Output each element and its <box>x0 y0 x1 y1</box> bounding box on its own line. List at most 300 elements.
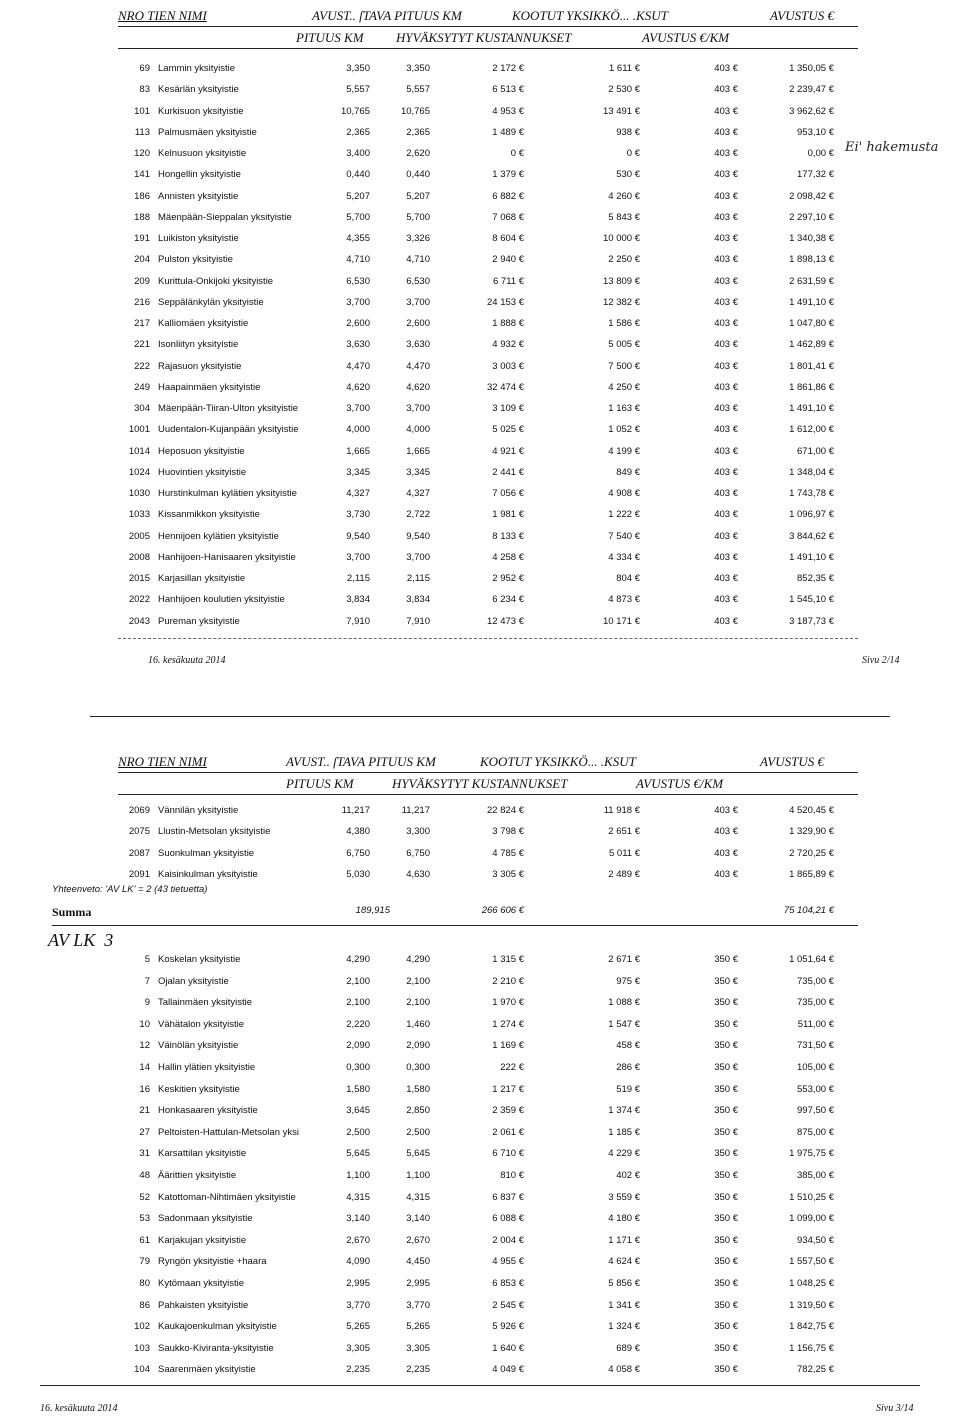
cell-per-km: 403 € <box>714 381 738 393</box>
cell-avustus: 3 962,62 € <box>789 105 834 117</box>
cell-kootut: 32 474 € <box>487 381 524 393</box>
cell-avustus: 1 329,90 € <box>789 826 834 838</box>
cell-avustus: 1 491,10 € <box>789 551 834 563</box>
cell-hyv: 1 324 € <box>608 1321 640 1333</box>
table-row <box>0 1213 960 1229</box>
cell-avust: 1,100 <box>406 1170 430 1181</box>
cell-per-km: 350 € <box>714 1170 738 1181</box>
cell-pituus: 4,470 <box>346 360 370 372</box>
cell-kootut: 1 640 € <box>492 1342 524 1354</box>
cell-avust: 6,750 <box>406 847 430 859</box>
cell-name: Kurkisuon yksityistie <box>158 105 244 117</box>
cell-avustus: 1 865,89 € <box>789 868 834 880</box>
cell-hyv: 1 547 € <box>608 1018 640 1030</box>
cell-avust: 3,345 <box>406 466 430 478</box>
cell-avust: 4,630 <box>406 868 430 880</box>
cell-avustus: 1 545,10 € <box>789 594 834 606</box>
cell-pituus: 5,207 <box>346 190 370 202</box>
cell-avustus: 1 048,25 € <box>789 1278 834 1289</box>
cell-name: Hallin ylätien yksityistie <box>158 1062 256 1073</box>
cell-pituus: 2,235 <box>346 1364 370 1376</box>
cell-name: Pahkaisten yksityistie <box>158 1299 249 1311</box>
table-row <box>0 1278 960 1294</box>
cell-avust: 2,235 <box>406 1364 430 1376</box>
cell-avustus: 1 096,97 € <box>789 509 834 521</box>
cell-avustus: 385,00 € <box>797 1170 834 1181</box>
header-nro-tien-nimi: NRO TIEN NIMI <box>118 8 207 23</box>
cell-name: Kurittula-Onkijoki yksityistie <box>158 275 274 287</box>
cell-name: Saukko-Kiviranta-yksityistie <box>158 1342 274 1354</box>
cell-per-km: 350 € <box>714 1234 738 1246</box>
cell-name: Kissanmikkon yksityistie <box>158 509 260 521</box>
cell-kootut: 3 109 € <box>492 403 524 414</box>
cell-avustus: 2 098,42 € <box>789 190 834 202</box>
table-row <box>0 1127 960 1143</box>
cell-pituus: 3,700 <box>346 403 370 414</box>
cell-pituus: 4,355 <box>346 233 370 244</box>
table-row <box>0 1300 960 1316</box>
cell-hyv: 458 € <box>616 1040 640 1052</box>
cell-avust: 9,540 <box>406 530 430 542</box>
cell-per-km: 403 € <box>714 424 738 436</box>
table-row <box>0 1062 960 1078</box>
cell-per-km: 403 € <box>714 615 738 627</box>
summary-note: Yhteenveto: 'AV LK' = 2 (43 tietuetta) <box>52 884 208 895</box>
cell-avustus: 1 340,38 € <box>789 233 834 244</box>
cell-nro: 61 <box>139 1234 150 1246</box>
cell-name: Keskitien yksityistie <box>158 1083 240 1095</box>
cell-name: Suonkulman yksityistie <box>158 847 255 859</box>
cell-nro: 53 <box>139 1213 150 1225</box>
table-row <box>0 233 960 249</box>
cell-name: Hanhijoen koulutien yksityistie <box>158 594 285 606</box>
cell-hyv: 519 € <box>616 1083 640 1095</box>
cell-nro: 102 <box>134 1321 150 1333</box>
cell-kootut: 2 441 € <box>492 466 524 478</box>
cell-hyv: 938 € <box>616 126 640 138</box>
table-row <box>0 1364 960 1380</box>
cell-pituus: 6,750 <box>346 847 370 859</box>
cell-avustus: 2 720,25 € <box>789 847 834 859</box>
cell-pituus: 4,000 <box>346 424 370 436</box>
cell-per-km: 403 € <box>714 296 738 308</box>
cell-avustus: 1 801,41 € <box>789 360 834 372</box>
cell-hyv: 1 611 € <box>609 63 640 74</box>
cell-hyv: 1 374 € <box>608 1105 640 1117</box>
cell-hyv: 1 163 € <box>608 403 640 414</box>
table-row <box>0 1256 960 1272</box>
footer-page: Sivu 2/14 <box>862 655 900 666</box>
cell-avust: 4,290 <box>406 954 430 965</box>
cell-hyv: 10 000 € <box>603 233 640 244</box>
cell-pituus: 3,770 <box>346 1299 370 1311</box>
table-row <box>0 63 960 79</box>
cell-pituus: 1,580 <box>346 1083 370 1095</box>
cell-avust: 0,300 <box>406 1062 430 1073</box>
cell-pituus: 2,995 <box>346 1278 370 1289</box>
cell-name: Kalliomäen yksityistie <box>158 318 249 329</box>
cell-kootut: 12 473 € <box>487 615 524 627</box>
cell-nro: 104 <box>134 1364 150 1376</box>
cell-nro: 79 <box>139 1256 150 1268</box>
cell-pituus: 6,530 <box>346 275 370 287</box>
cell-avust: 2,365 <box>406 126 430 138</box>
cell-avust: 5,207 <box>406 190 430 202</box>
cell-avust: 2,100 <box>406 997 430 1009</box>
cell-hyv: 4 334 € <box>608 551 640 563</box>
cell-avustus: 1 350,05 € <box>789 63 834 74</box>
cell-kootut: 2 004 € <box>492 1234 524 1246</box>
table-row <box>0 848 960 864</box>
cell-kootut: 1 379 € <box>492 169 524 181</box>
cell-avust: 4,620 <box>406 381 430 393</box>
cell-hyv: 4 229 € <box>608 1148 640 1160</box>
cell-pituus: 1,665 <box>346 445 370 457</box>
cell-nro: 52 <box>139 1191 150 1203</box>
cell-nro: 1030 <box>128 488 150 499</box>
cell-hyv: 530 € <box>616 169 640 181</box>
cell-avust: 3,140 <box>406 1213 430 1225</box>
cell-avustus: 3 844,62 € <box>789 530 834 542</box>
cell-name: Rajasuon yksityistie <box>158 360 242 372</box>
cell-kootut: 8 133 € <box>492 530 524 542</box>
cell-per-km: 403 € <box>714 805 738 816</box>
cell-per-km: 403 € <box>714 509 738 521</box>
cell-pituus: 3,834 <box>346 594 370 606</box>
cell-avustus: 1 348,04 € <box>789 466 834 478</box>
cell-avustus: 1 099,00 € <box>789 1213 834 1225</box>
cell-kootut: 3 798 € <box>492 826 524 838</box>
cell-pituus: 4,327 <box>346 488 370 499</box>
cell-name: Vähätalon yksityistie <box>158 1018 245 1030</box>
cell-avustus: 1 047,80 € <box>789 318 834 329</box>
cell-nro: 101 <box>134 105 150 117</box>
cell-hyv: 4 873 € <box>608 594 640 606</box>
cell-kootut: 8 604 € <box>492 233 524 244</box>
cell-avustus: 934,50 € <box>797 1234 834 1246</box>
cell-nro: 21 <box>139 1105 150 1117</box>
cell-kootut: 2 359 € <box>492 1105 524 1117</box>
cell-nro: 2069 <box>128 805 150 816</box>
cell-nro: 86 <box>139 1299 150 1311</box>
cell-avust: 3,770 <box>406 1299 430 1311</box>
cell-name: Huovintien yksityistie <box>158 466 247 478</box>
cell-per-km: 350 € <box>714 997 738 1009</box>
cell-avustus: 1 462,89 € <box>789 339 834 351</box>
cell-per-km: 350 € <box>714 1321 738 1333</box>
cell-kootut: 1 489 € <box>492 126 524 138</box>
cell-per-km: 350 € <box>714 975 738 987</box>
cell-nro: 249 <box>134 381 150 393</box>
cell-per-km: 403 € <box>714 445 738 457</box>
footer-page: Sivu 3/14 <box>876 1403 914 1414</box>
cell-per-km: 403 € <box>714 169 738 181</box>
cell-pituus: 3,345 <box>346 466 370 478</box>
handwritten-note: Ei' hakemusta <box>845 140 939 155</box>
cell-avust: 5,700 <box>406 211 430 223</box>
cell-kootut: 6 710 € <box>492 1148 524 1160</box>
cell-nro: 2091 <box>128 868 150 880</box>
cell-per-km: 403 € <box>714 466 738 478</box>
header-avustus-km: AVUSTUS €/KM <box>636 776 724 791</box>
cell-avust: 3,350 <box>406 63 430 74</box>
cell-avustus: 997,50 € <box>797 1105 834 1117</box>
cell-avustus: 782,25 € <box>797 1364 834 1376</box>
header-rule <box>118 48 858 49</box>
cell-kootut: 6 234 € <box>492 594 524 606</box>
cell-avustus: 105,00 € <box>797 1062 834 1073</box>
cell-hyv: 849 € <box>616 466 640 478</box>
cell-name: Väinölän yksityistie <box>158 1040 239 1052</box>
cell-per-km: 350 € <box>714 1018 738 1030</box>
cell-avustus: 1 051,64 € <box>789 954 834 965</box>
cell-nro: 5 <box>144 954 150 965</box>
cell-avust: 10,765 <box>400 105 430 117</box>
cell-avustus: 735,00 € <box>797 997 834 1009</box>
cell-name: Pureman yksityistie <box>158 615 240 627</box>
cell-name: Uudentalon-Kujanpään yksityistie <box>158 424 299 436</box>
table-row <box>0 339 960 355</box>
cell-avust: 1,460 <box>406 1018 430 1030</box>
cell-avust: 1,665 <box>406 445 430 457</box>
cell-kootut: 1 970 € <box>492 997 524 1009</box>
section-title: AV LK 3 <box>48 930 114 950</box>
cell-nro: 16 <box>139 1083 150 1095</box>
cell-kootut: 7 068 € <box>492 211 524 223</box>
cell-hyv: 1 171 € <box>608 1234 640 1246</box>
cell-nro: 27 <box>139 1126 150 1138</box>
cell-pituus: 4,380 <box>346 826 370 838</box>
cell-avustus: 731,50 € <box>797 1040 834 1052</box>
cell-hyv: 0 € <box>626 148 640 159</box>
cell-name: Peltoisten-Hattulan-Metsolan yksi <box>158 1126 299 1138</box>
cell-kootut: 1 217 € <box>492 1083 524 1095</box>
cell-name: Kelnusuon yksityistie <box>158 148 247 159</box>
cell-avustus: 553,00 € <box>797 1083 834 1095</box>
cell-kootut: 4 953 € <box>492 105 524 117</box>
cell-avust: 4,450 <box>406 1256 430 1268</box>
cell-per-km: 403 € <box>714 126 738 138</box>
cell-nro: 1024 <box>128 466 150 478</box>
cell-nro: 141 <box>134 169 150 181</box>
header-rule <box>118 26 858 27</box>
table-row <box>0 552 960 568</box>
cell-name: Hennijoen kylätien yksityistie <box>158 530 279 542</box>
cell-per-km: 403 € <box>714 211 738 223</box>
cell-hyv: 1 341 € <box>608 1299 640 1311</box>
cell-pituus: 3,305 <box>346 1342 370 1354</box>
cell-avustus: 1 156,75 € <box>789 1342 834 1354</box>
cell-kootut: 2 545 € <box>492 1299 524 1311</box>
cell-nro: 188 <box>134 211 150 223</box>
cell-avust: 2,100 <box>406 975 430 987</box>
cell-kootut: 6 853 € <box>492 1278 524 1289</box>
cell-name: Sadonmaan yksityistie <box>158 1213 253 1225</box>
cell-avust: 1,580 <box>406 1083 430 1095</box>
cell-avust: 3,700 <box>406 296 430 308</box>
cell-avust: 7,910 <box>406 615 430 627</box>
cell-hyv: 4 624 € <box>608 1256 640 1268</box>
cell-pituus: 3,645 <box>346 1105 370 1117</box>
cell-avust: 2,090 <box>406 1040 430 1052</box>
page-break-line <box>90 716 890 717</box>
cell-avust: 2,850 <box>406 1105 430 1117</box>
cell-avustus: 1 491,10 € <box>789 296 834 308</box>
cell-hyv: 5 011 € <box>609 847 640 859</box>
cell-avustus: 3 187,73 € <box>789 615 834 627</box>
table-row <box>0 106 960 122</box>
table-row <box>0 318 960 334</box>
cell-pituus: 4,710 <box>346 254 370 266</box>
cell-avustus: 1 557,50 € <box>789 1256 834 1268</box>
cell-nro: 222 <box>134 360 150 372</box>
cell-per-km: 350 € <box>714 1213 738 1225</box>
cell-pituus: 9,540 <box>346 530 370 542</box>
cell-nro: 2022 <box>128 594 150 606</box>
page-divider <box>40 1385 920 1386</box>
cell-pituus: 2,100 <box>346 975 370 987</box>
cell-avust: 2,722 <box>406 509 430 521</box>
cell-per-km: 350 € <box>714 1105 738 1117</box>
cell-nro: 9 <box>144 997 150 1009</box>
cell-nro: 2008 <box>128 551 150 563</box>
header-avustus-km: AVUSTUS €/KM <box>642 30 730 45</box>
cell-per-km: 403 € <box>714 360 738 372</box>
table-row <box>0 1084 960 1100</box>
cell-hyv: 1 088 € <box>608 997 640 1009</box>
cell-pituus: 5,557 <box>346 84 370 96</box>
cell-avust: 5,265 <box>406 1321 430 1333</box>
cell-hyv: 286 € <box>616 1062 640 1073</box>
cell-hyv: 5 843 € <box>608 211 640 223</box>
table-row <box>0 1040 960 1056</box>
cell-avustus: 177,32 € <box>797 169 834 181</box>
cell-avustus: 1 842,75 € <box>789 1321 834 1333</box>
cell-per-km: 403 € <box>714 275 738 287</box>
cell-kootut: 5 025 € <box>492 424 524 436</box>
cell-hyv: 4 199 € <box>608 445 640 457</box>
cell-avustus: 1 319,50 € <box>789 1299 834 1311</box>
cell-hyv: 11 918 € <box>603 805 640 816</box>
cell-name: Katottoman-Nihtimäen yksityistie <box>158 1191 296 1203</box>
cell-avust: 2,670 <box>406 1234 430 1246</box>
cell-nro: 209 <box>134 275 150 287</box>
cell-per-km: 350 € <box>714 1256 738 1268</box>
cell-avust: 0,440 <box>406 169 430 181</box>
table-row <box>0 1105 960 1121</box>
cell-avust: 3,300 <box>406 826 430 838</box>
table-row <box>0 594 960 610</box>
cell-hyv: 3 559 € <box>608 1191 640 1203</box>
header-hyvaksytyt: HYVÄKSYTYT KUSTANNUKSET <box>396 30 572 45</box>
cell-pituus: 4,090 <box>346 1256 370 1268</box>
header-nro-tien-nimi: NRO TIEN NIMI <box>118 754 207 769</box>
cell-kootut: 4 785 € <box>492 847 524 859</box>
cell-name: Kytömaan yksityistie <box>158 1278 245 1289</box>
cell-pituus: 2,090 <box>346 1040 370 1052</box>
cell-nro: 2075 <box>128 826 150 838</box>
cell-kootut: 1 888 € <box>492 318 524 329</box>
cell-name: Saarenmäen yksityistie <box>158 1364 256 1376</box>
cell-pituus: 5,645 <box>346 1148 370 1160</box>
table-row <box>0 869 960 885</box>
cell-avustus: 2 297,10 € <box>789 211 834 223</box>
cell-kootut: 1 315 € <box>492 954 524 965</box>
cell-avustus: 671,00 € <box>797 445 834 457</box>
cell-nro: 12 <box>139 1040 150 1052</box>
cell-kootut: 2 210 € <box>492 975 524 987</box>
cell-hyv: 1 222 € <box>608 509 640 521</box>
table-row <box>0 382 960 398</box>
cell-pituus: 2,500 <box>346 1126 370 1138</box>
cell-nro: 7 <box>144 975 150 987</box>
header-rule <box>118 772 858 773</box>
cell-name: Hanhijoen-Hanisaaren yksityistie <box>158 551 296 563</box>
cell-pituus: 2,365 <box>346 126 370 138</box>
cell-nro: 83 <box>139 84 150 96</box>
cell-per-km: 403 € <box>714 190 738 202</box>
cell-avustus: 4 520,45 € <box>789 805 834 816</box>
cell-name: Lammin yksityistie <box>158 63 236 74</box>
cell-per-km: 403 € <box>714 573 738 584</box>
cell-nro: 2005 <box>128 530 150 542</box>
cell-kootut: 7 056 € <box>492 488 524 499</box>
cell-name: Ojalan yksityistie <box>158 975 229 987</box>
cell-avustus: 1 510,25 € <box>789 1191 834 1203</box>
cell-per-km: 403 € <box>714 148 738 159</box>
cell-pituus: 3,700 <box>346 296 370 308</box>
cell-hyv: 2 530 € <box>608 84 640 96</box>
cell-pituus: 3,140 <box>346 1213 370 1225</box>
cell-avust: 3,834 <box>406 594 430 606</box>
cell-pituus: 4,290 <box>346 954 370 965</box>
table-row <box>0 297 960 313</box>
cell-avustus: 875,00 € <box>797 1126 834 1138</box>
cell-pituus: 2,100 <box>346 997 370 1009</box>
summa-avustus: 75 104,21 € <box>783 905 834 916</box>
table-row <box>0 1019 960 1035</box>
cell-pituus: 3,700 <box>346 551 370 563</box>
cell-kootut: 4 932 € <box>492 339 524 351</box>
cell-name: Karjakujan yksityistie <box>158 1234 247 1246</box>
table-row <box>0 424 960 440</box>
cell-hyv: 1 185 € <box>608 1126 640 1138</box>
cell-pituus: 0,300 <box>346 1062 370 1073</box>
header-kootut: KOOTUT YKSIKKÖ... .KSUT <box>480 754 636 769</box>
cell-name: Mäenpään-Tiiran-Ulton yksityistie <box>158 403 299 414</box>
cell-kootut: 1 274 € <box>492 1018 524 1030</box>
cell-avust: 4,000 <box>406 424 430 436</box>
cell-kootut: 6 513 € <box>492 84 524 96</box>
cell-hyv: 4 260 € <box>608 190 640 202</box>
footer-date: 16. kesäkuuta 2014 <box>148 655 226 666</box>
cell-avust: 2,600 <box>406 318 430 329</box>
cell-hyv: 975 € <box>616 975 640 987</box>
table-row <box>0 361 960 377</box>
cell-per-km: 403 € <box>714 826 738 838</box>
cell-nro: 14 <box>139 1062 150 1073</box>
cell-kootut: 810 € <box>500 1170 524 1181</box>
cell-per-km: 350 € <box>714 1148 738 1160</box>
cell-name: Mäenpään-Sieppalan yksityistie <box>158 211 292 223</box>
cell-nro: 216 <box>134 296 150 308</box>
cell-name: Kaisinkulman yksityistie <box>158 868 258 880</box>
cell-avustus: 2 239,47 € <box>789 84 834 96</box>
cell-hyv: 2 250 € <box>608 254 640 266</box>
cell-kootut: 24 153 € <box>487 296 524 308</box>
cell-pituus: 4,315 <box>346 1191 370 1203</box>
header-pituus: PITUUS KM <box>286 776 354 791</box>
